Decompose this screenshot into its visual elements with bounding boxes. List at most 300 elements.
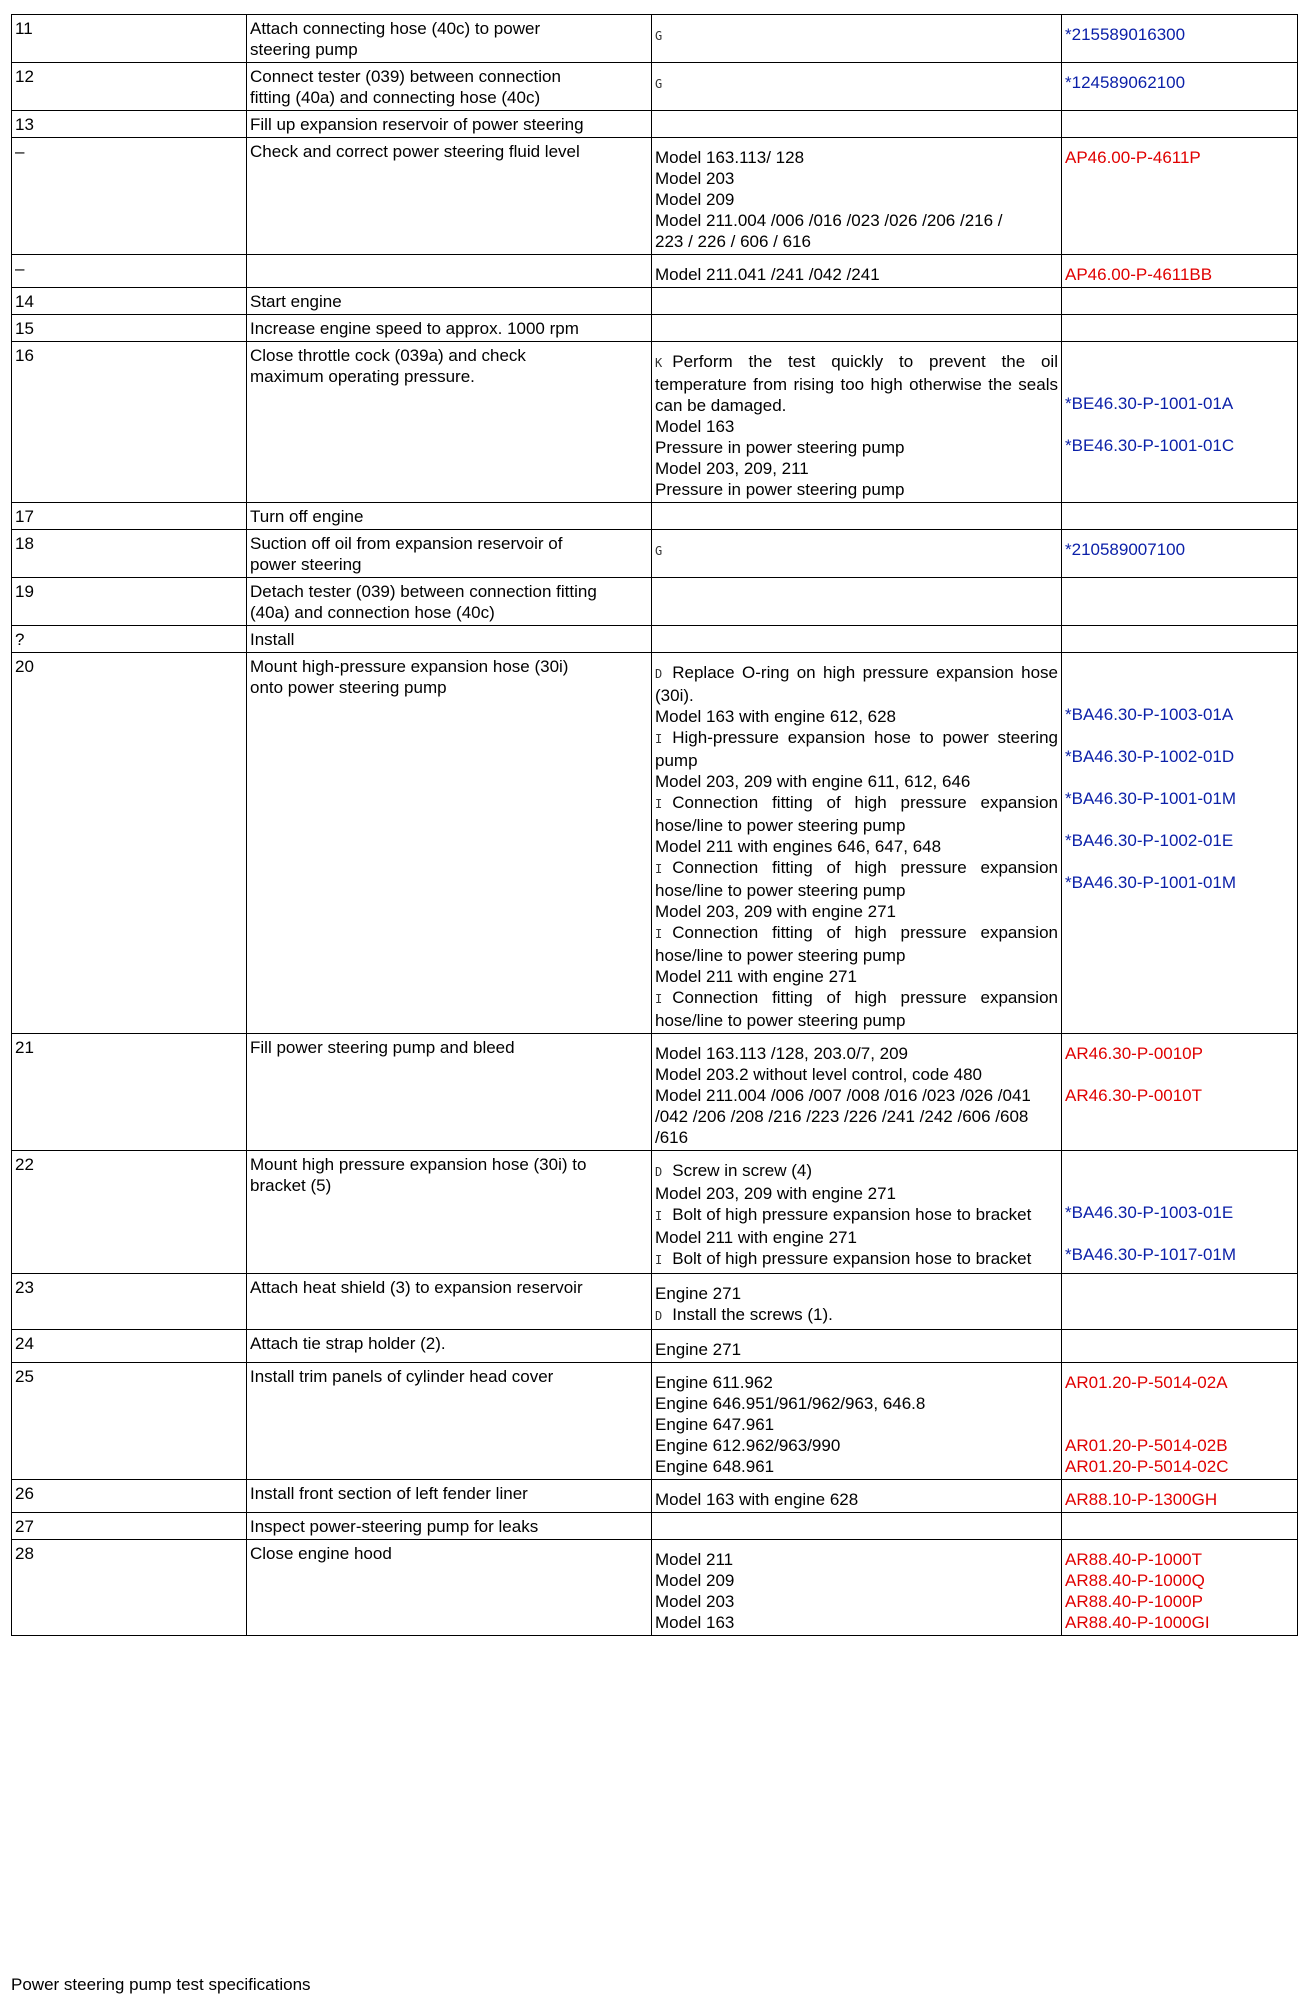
- step-cell: [12, 1274, 247, 1330]
- note-symbol-icon: I: [655, 1209, 663, 1223]
- note-text: Model 163 with engine 612, 628: [655, 707, 897, 726]
- action-cell: [247, 342, 652, 503]
- action-line: Turn off engine: [250, 507, 364, 526]
- action-cell: [247, 1274, 652, 1330]
- reference-cell: [1062, 63, 1298, 111]
- note-text: Model 163.113/ 128: [655, 148, 805, 167]
- note-line: [655, 792, 1058, 836]
- step-cell: [12, 1480, 247, 1513]
- note-text: Model 211 with engine 271: [655, 1228, 857, 1247]
- note-line: [655, 706, 1058, 727]
- note-text: Model 211 with engine 271: [655, 967, 857, 986]
- step-number: 21: [15, 1038, 34, 1057]
- note-symbol-icon: G: [655, 29, 663, 43]
- note-line: [655, 539, 1058, 562]
- note-line: [655, 189, 1058, 210]
- action-cell: [247, 138, 652, 255]
- notes-cell: [652, 111, 1062, 138]
- note-text: Model 211.041 /241 /042 /241: [655, 265, 880, 284]
- table-row: [12, 1151, 1298, 1274]
- note-line: [655, 1612, 1058, 1633]
- ref-spacer: [1065, 1064, 1294, 1085]
- step-number: 13: [15, 115, 34, 134]
- action-cell: [247, 255, 652, 288]
- note-line: [655, 1435, 1058, 1456]
- reference-link[interactable]: AR88.40-P-1000Q: [1065, 1571, 1205, 1590]
- action-line: Increase engine speed to approx. 1000 rpm: [250, 319, 579, 338]
- table-row: [12, 1034, 1298, 1151]
- step-number: 14: [15, 292, 34, 311]
- ref-spacer: [1065, 1283, 1294, 1304]
- procedure-table: [11, 14, 1298, 1636]
- action-line: Connect tester (039) between connection: [250, 67, 561, 86]
- reference-link[interactable]: AR88.40-P-1000GI: [1065, 1613, 1210, 1632]
- notes-cell: [652, 1540, 1062, 1636]
- action-cell: [247, 111, 652, 138]
- reference-cell: [1062, 1330, 1298, 1363]
- note-text: Bolt of high pressure expansion hose to bracket: [672, 1249, 1032, 1268]
- step-cell: [12, 255, 247, 288]
- note-line: [655, 1372, 1058, 1393]
- note-line: [655, 24, 1058, 47]
- step-number: 20: [15, 657, 34, 676]
- reference-cell: [1062, 315, 1298, 342]
- ref-spacer: [1065, 683, 1294, 704]
- action-line: bracket (5): [250, 1176, 332, 1195]
- note-text: Replace O-ring on high pressure expansion hose (30i).: [655, 663, 1058, 705]
- reference-cell: [1062, 15, 1298, 63]
- table-row: [12, 1274, 1298, 1330]
- note-symbol-icon: I: [655, 1253, 663, 1267]
- step-cell: [12, 15, 247, 63]
- ref-spacer: [1065, 1181, 1294, 1202]
- action-line: Close throttle cock (039a) and check: [250, 346, 526, 365]
- action-cell: [247, 315, 652, 342]
- reference-link[interactable]: AR01.20-P-5014-02A: [1065, 1373, 1228, 1392]
- action-line: Detach tester (039) between connection fitting: [250, 582, 597, 601]
- note-text: Model 163.113 /128, 203.0/7, 209: [655, 1044, 908, 1063]
- note-line: [655, 966, 1058, 987]
- reference-cell: [1062, 288, 1298, 315]
- table-row: [12, 288, 1298, 315]
- action-cell: [247, 653, 652, 1034]
- note-line: [655, 416, 1058, 437]
- step-number: –: [15, 259, 25, 278]
- note-line: [655, 1489, 1058, 1510]
- reference-cell: [1062, 1151, 1298, 1274]
- ref-spacer: [1065, 1414, 1294, 1435]
- notes-cell: [652, 1151, 1062, 1274]
- step-number: 23: [15, 1278, 34, 1297]
- note-line: [655, 1456, 1058, 1477]
- ref-spacer: [1065, 1339, 1294, 1360]
- table-row: [12, 1330, 1298, 1363]
- note-line: [655, 857, 1058, 901]
- ref-spacer: [1065, 1393, 1294, 1414]
- note-line: [655, 1064, 1058, 1085]
- reference-cell: [1062, 111, 1298, 138]
- action-line: Mount high pressure expansion hose (30i) to: [250, 1155, 587, 1174]
- action-line: Fill up expansion reservoir of power steering: [250, 115, 584, 134]
- ref-spacer: [1065, 767, 1294, 788]
- note-symbol-icon: K: [655, 356, 663, 370]
- note-text: Engine 646.951/961/962/963, 646.8: [655, 1394, 926, 1413]
- note-text: Model 203.2 without level control, code 480: [655, 1065, 982, 1084]
- note-text: Model 211 with engines 646, 647, 648: [655, 837, 942, 856]
- note-line: [655, 922, 1058, 966]
- notes-cell: [652, 342, 1062, 503]
- reference-cell: [1062, 503, 1298, 530]
- step-cell: [12, 1151, 247, 1274]
- note-text: Model 203, 209 with engine 271: [655, 902, 897, 921]
- action-line: Install: [250, 630, 295, 649]
- reference-link[interactable]: *BA46.30-P-1002-01D: [1065, 747, 1235, 766]
- action-line: maximum operating pressure.: [250, 367, 475, 386]
- step-number: 15: [15, 319, 34, 338]
- step-number: 24: [15, 1334, 34, 1353]
- action-cell: [247, 1480, 652, 1513]
- action-line: power steering: [250, 555, 362, 574]
- note-line: [655, 1183, 1058, 1204]
- note-line: [655, 1304, 1058, 1327]
- note-line: [655, 458, 1058, 479]
- reference-link[interactable]: *BA46.30-P-1003-01E: [1065, 1203, 1234, 1222]
- reference-link[interactable]: *BA46.30-P-1001-01M: [1065, 789, 1237, 808]
- action-line: steering pump: [250, 40, 358, 59]
- note-line: [655, 72, 1058, 95]
- step-cell: [12, 111, 247, 138]
- reference-cell: [1062, 1363, 1298, 1480]
- action-cell: [247, 1330, 652, 1363]
- action-line: Install front section of left fender liner: [250, 1484, 528, 1503]
- note-line: [655, 147, 1058, 168]
- step-cell: [12, 138, 247, 255]
- action-line: onto power steering pump: [250, 678, 447, 697]
- action-line: Attach connecting hose (40c) to power: [250, 19, 541, 38]
- action-line: (40a) and connection hose (40c): [250, 603, 495, 622]
- step-cell: [12, 1513, 247, 1540]
- note-line: [655, 901, 1058, 922]
- step-number: 11: [15, 19, 33, 38]
- notes-cell: [652, 288, 1062, 315]
- note-text: Engine 271: [655, 1340, 742, 1359]
- action-cell: [247, 626, 652, 653]
- note-line: [655, 727, 1058, 771]
- action-cell: [247, 1363, 652, 1480]
- action-line: fitting (40a) and connecting hose (40c): [250, 88, 541, 107]
- note-text: Engine 612.962/963/990: [655, 1436, 841, 1455]
- action-line: Close engine hood: [250, 1544, 392, 1563]
- ref-spacer: [1065, 725, 1294, 746]
- table-row: [12, 138, 1298, 255]
- note-text: Model 163: [655, 417, 735, 436]
- reference-cell: [1062, 138, 1298, 255]
- action-cell: [247, 1151, 652, 1274]
- notes-cell: [652, 1330, 1062, 1363]
- step-number: ?: [15, 630, 25, 649]
- note-text: Model 209: [655, 190, 735, 209]
- notes-cell: [652, 255, 1062, 288]
- note-symbol-icon: I: [655, 992, 663, 1006]
- notes-cell: [652, 1274, 1062, 1330]
- note-symbol-icon: D: [655, 1309, 663, 1323]
- step-number: –: [15, 142, 25, 161]
- table-row: [12, 653, 1298, 1034]
- note-text: Model 163: [655, 1613, 735, 1632]
- reference-link[interactable]: AR01.20-P-5014-02B: [1065, 1436, 1228, 1455]
- action-cell: [247, 1513, 652, 1540]
- step-cell: [12, 63, 247, 111]
- reference-cell: [1062, 1274, 1298, 1330]
- reference-link[interactable]: *BA46.30-P-1001-01M: [1065, 873, 1237, 892]
- reference-link[interactable]: *210589007100: [1065, 540, 1186, 559]
- action-cell: [247, 15, 652, 63]
- action-cell: [247, 63, 652, 111]
- note-text: Engine 648.961: [655, 1457, 775, 1476]
- ref-spacer: [1065, 414, 1294, 435]
- procedure-table-body: [12, 15, 1298, 1636]
- action-line: Check and correct power steering fluid level: [250, 142, 580, 161]
- note-symbol-icon: I: [655, 797, 663, 811]
- table-row: [12, 503, 1298, 530]
- table-row: [12, 626, 1298, 653]
- action-line: Inspect power-steering pump for leaks: [250, 1517, 539, 1536]
- action-line: Suction off oil from expansion reservoir of: [250, 534, 563, 553]
- reference-cell: [1062, 1540, 1298, 1636]
- note-line: [655, 771, 1058, 792]
- action-line: Install trim panels of cylinder head cover: [250, 1367, 554, 1386]
- reference-cell: [1062, 1480, 1298, 1513]
- table-row: [12, 578, 1298, 626]
- notes-cell: [652, 315, 1062, 342]
- action-line: Mount high-pressure expansion hose (30i): [250, 657, 569, 676]
- notes-cell: [652, 578, 1062, 626]
- step-number: 19: [15, 582, 34, 601]
- note-line: [655, 1085, 1058, 1148]
- step-cell: [12, 315, 247, 342]
- step-cell: [12, 626, 247, 653]
- table-row: [12, 15, 1298, 63]
- table-row: [12, 315, 1298, 342]
- note-line: [655, 1339, 1058, 1360]
- step-number: 26: [15, 1484, 34, 1503]
- note-text: Model 209: [655, 1571, 735, 1590]
- reference-link[interactable]: AR46.30-P-0010P: [1065, 1044, 1203, 1063]
- note-line: [655, 836, 1058, 857]
- note-line: [655, 1227, 1058, 1248]
- note-line: [655, 1414, 1058, 1435]
- note-symbol-icon: I: [655, 927, 663, 941]
- reference-link[interactable]: AR01.20-P-5014-02C: [1065, 1457, 1229, 1476]
- note-text: 223 / 226 / 606 / 616: [655, 232, 811, 251]
- step-cell: [12, 1363, 247, 1480]
- action-line: Attach tie strap holder (2).: [250, 1334, 446, 1353]
- note-text: Install the screws (1).: [672, 1305, 833, 1324]
- ref-spacer: [1065, 1160, 1294, 1181]
- step-cell: [12, 1540, 247, 1636]
- note-text: Engine 271: [655, 1284, 742, 1303]
- reference-link[interactable]: *BE46.30-P-1001-01C: [1065, 436, 1235, 455]
- step-number: 28: [15, 1544, 34, 1563]
- reference-link[interactable]: *215589016300: [1065, 25, 1186, 44]
- note-text: Engine 611.962: [655, 1373, 773, 1392]
- step-number: 25: [15, 1367, 34, 1386]
- reference-link[interactable]: AR88.40-P-1000P: [1065, 1592, 1203, 1611]
- action-cell: [247, 530, 652, 578]
- step-cell: [12, 503, 247, 530]
- action-cell: [247, 578, 652, 626]
- note-text: Connection fitting of high pressure expansion hose/line to power steering pump: [655, 923, 1058, 965]
- reference-cell: [1062, 342, 1298, 503]
- ref-spacer: [1065, 351, 1294, 372]
- notes-cell: [652, 626, 1062, 653]
- notes-cell: [652, 1363, 1062, 1480]
- step-cell: [12, 1034, 247, 1151]
- note-text: Pressure in power steering pump: [655, 438, 905, 457]
- table-row: [12, 342, 1298, 503]
- note-line: [655, 1591, 1058, 1612]
- table-row: [12, 1363, 1298, 1480]
- notes-cell: [652, 1034, 1062, 1151]
- ref-spacer: [1065, 662, 1294, 683]
- action-line: Attach heat shield (3) to expansion reservoir: [250, 1278, 583, 1297]
- action-line: Fill power steering pump and bleed: [250, 1038, 515, 1057]
- reference-link[interactable]: *124589062100: [1065, 73, 1186, 92]
- note-line: [655, 662, 1058, 706]
- note-line: [655, 987, 1058, 1031]
- note-line: [655, 1204, 1058, 1227]
- note-text: Model 163 with engine 628: [655, 1490, 859, 1509]
- note-text: Model 211.004 /006 /016 /023 /026 /206 /216 /: [655, 211, 1003, 230]
- reference-link[interactable]: *BA46.30-P-1017-01M: [1065, 1245, 1237, 1264]
- note-symbol-icon: I: [655, 732, 663, 746]
- step-number: 12: [15, 67, 34, 86]
- reference-cell: [1062, 626, 1298, 653]
- note-line: [655, 351, 1058, 416]
- ref-spacer: [1065, 851, 1294, 872]
- step-cell: [12, 288, 247, 315]
- reference-link[interactable]: AP46.00-P-4611BB: [1065, 265, 1213, 284]
- note-text: Model 203: [655, 169, 735, 188]
- action-line: Start engine: [250, 292, 342, 311]
- step-cell: [12, 578, 247, 626]
- reference-link[interactable]: AR88.10-P-1300GH: [1065, 1490, 1218, 1509]
- note-text: Connection fitting of high pressure expansion hose/line to power steering pump: [655, 988, 1058, 1030]
- notes-cell: [652, 138, 1062, 255]
- table-row: [12, 111, 1298, 138]
- note-line: [655, 1160, 1058, 1183]
- table-row: [12, 1540, 1298, 1636]
- reference-cell: [1062, 578, 1298, 626]
- note-text: Model 203, 209 with engine 611, 612, 646: [655, 772, 971, 791]
- note-line: [655, 264, 1058, 285]
- table-row: [12, 63, 1298, 111]
- ref-spacer: [1065, 809, 1294, 830]
- step-number: 16: [15, 346, 34, 365]
- note-line: [655, 437, 1058, 458]
- note-text: Connection fitting of high pressure expansion hose/line to power steering pump: [655, 793, 1058, 835]
- note-symbol-icon: D: [655, 667, 663, 681]
- note-text: Engine 647.961: [655, 1415, 775, 1434]
- note-text: Model 203, 209 with engine 271: [655, 1184, 897, 1203]
- note-line: [655, 1283, 1058, 1304]
- note-text: Bolt of high pressure expansion hose to bracket: [672, 1205, 1032, 1224]
- table-row: [12, 530, 1298, 578]
- reference-link[interactable]: AR46.30-P-0010T: [1065, 1086, 1203, 1105]
- note-line: [655, 479, 1058, 500]
- reference-link[interactable]: *BE46.30-P-1001-01A: [1065, 394, 1234, 413]
- notes-cell: [652, 503, 1062, 530]
- table-row: [12, 1480, 1298, 1513]
- step-cell: [12, 530, 247, 578]
- note-symbol-icon: I: [655, 862, 663, 876]
- note-text: Model 203: [655, 1592, 735, 1611]
- note-line: [655, 168, 1058, 189]
- note-line: [655, 1393, 1058, 1414]
- ref-spacer: [1065, 1304, 1294, 1325]
- step-cell: [12, 653, 247, 1034]
- table-caption: Power steering pump test specifications: [11, 1975, 311, 1994]
- step-number: 17: [15, 507, 34, 526]
- notes-cell: [652, 63, 1062, 111]
- note-symbol-icon: G: [655, 77, 663, 91]
- step-cell: [12, 342, 247, 503]
- note-text: High-pressure expansion hose to power steering pump: [655, 728, 1058, 770]
- action-cell: [247, 288, 652, 315]
- note-text: Perform the test quickly to prevent the oil temperature from rising too high otherwise the seals can be damaged.: [655, 352, 1058, 415]
- note-text: Pressure in power steering pump: [655, 480, 905, 499]
- note-line: [655, 210, 1058, 231]
- reference-cell: [1062, 530, 1298, 578]
- reference-cell: [1062, 255, 1298, 288]
- table-row: [12, 255, 1298, 288]
- note-line: [655, 1549, 1058, 1570]
- note-line: [655, 231, 1058, 252]
- note-text: Model 211: [655, 1550, 734, 1569]
- step-number: 27: [15, 1517, 34, 1536]
- table-row: [12, 1513, 1298, 1540]
- note-text: Connection fitting of high pressure expansion hose/line to power steering pump: [655, 858, 1058, 900]
- reference-link[interactable]: AR88.40-P-1000T: [1065, 1550, 1203, 1569]
- reference-cell: [1062, 653, 1298, 1034]
- note-symbol-icon: G: [655, 544, 663, 558]
- note-symbol-icon: D: [655, 1165, 663, 1179]
- step-number: 18: [15, 534, 34, 553]
- note-text: Model 203, 209, 211: [655, 459, 809, 478]
- reference-cell: [1062, 1513, 1298, 1540]
- reference-cell: [1062, 1034, 1298, 1151]
- notes-cell: [652, 1480, 1062, 1513]
- note-text: Model 211.004 /006 /007 /008 /016 /023 /026 /041 /042 /206 /208 /216 /223 /226 /241 /242 /606 /608 /616: [655, 1086, 1031, 1147]
- reference-link[interactable]: *BA46.30-P-1002-01E: [1065, 831, 1234, 850]
- notes-cell: [652, 15, 1062, 63]
- ref-spacer: [1065, 372, 1294, 393]
- step-number: 22: [15, 1155, 34, 1174]
- note-text: Screw in screw (4): [672, 1161, 813, 1180]
- notes-cell: [652, 653, 1062, 1034]
- action-cell: [247, 1540, 652, 1636]
- reference-link[interactable]: *BA46.30-P-1003-01A: [1065, 705, 1234, 724]
- note-line: [655, 1248, 1058, 1271]
- action-cell: [247, 1034, 652, 1151]
- reference-link[interactable]: AP46.00-P-4611P: [1065, 148, 1201, 167]
- ref-spacer: [1065, 1223, 1294, 1244]
- note-line: [655, 1570, 1058, 1591]
- action-cell: [247, 503, 652, 530]
- note-line: [655, 1043, 1058, 1064]
- notes-cell: [652, 530, 1062, 578]
- notes-cell: [652, 1513, 1062, 1540]
